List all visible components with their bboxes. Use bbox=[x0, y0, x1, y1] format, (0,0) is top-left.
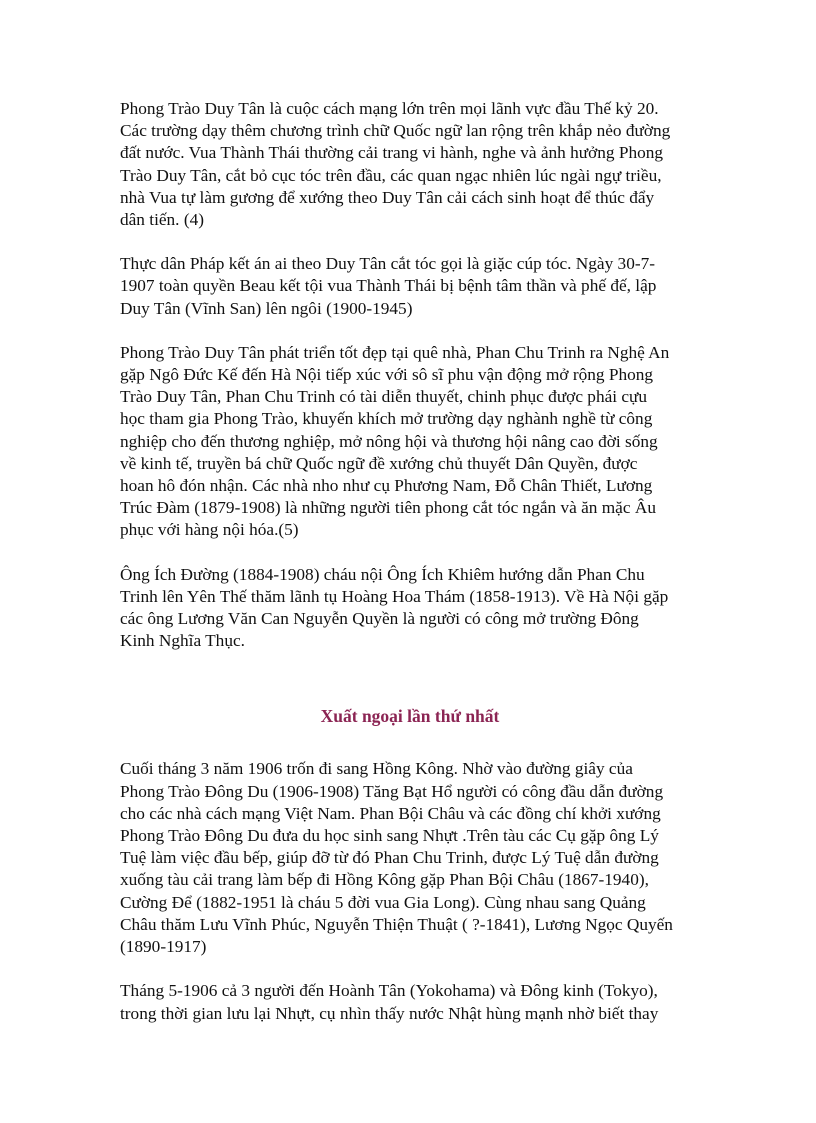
paragraph-ich-duong: Ông Ích Đường (1884-1908) cháu nội Ông Ích Khiêm hướng dẫn Phan Chu Trinh lên Yên Thế thăm lãnh tụ Hoàng Hoa Thám (1858-1913). Về Hà Nội gặp các ông Lương Văn Can Nguyễn Quyền là người có công mở trường Đông Kinh Nghĩa Thục. bbox=[120, 564, 669, 651]
paragraph-japan-arrival: Tháng 5-1906 cả 3 người đến Hoành Tân (Yokohama) và Đông kinh (Tokyo), trong thời gian lưu lại Nhựt, cụ nhìn thấy nước Nhật hùng mạnh nhờ biết thay bbox=[120, 981, 659, 1023]
section-heading: Xuất ngoại lần thứ nhất bbox=[320, 706, 500, 727]
document-body bbox=[120, 98, 700, 1047]
paragraph-movement-growth: Phong Trào Duy Tân phát triển tốt đẹp tại quê nhà, Phan Chu Trinh ra Nghệ An gặp Ngô Đức Kế đến Hà Nội tiếp xúc với sô sĩ phu vận động mở rộng Phong Trào Duy Tân, Phan Chu Trinh có tài diễn thuyết, chinh phục được phái cựu học tham gia Phong Trào, khuyến khích mở trường dạy nghành nghề từ công nghiệp cho đến thương nghiệp, mở nông hội và thương hội nâng cao đời sống về kinh tế, truyền bá chữ Quốc ngữ đề xướng chủ thuyết Dân Quyền, được hoan hô đón nhận. Các nhà nho như cụ Phương Nam, Đỗ Chân Thiết, Lương Trúc Đàm (1879-1908) là những người tiên phong cắt tóc ngắn và ăn mặc Âu phục với hàng nội hóa.(5) bbox=[120, 342, 670, 540]
paragraph-duy-tan-movement: Phong Trào Duy Tân là cuộc cách mạng lớn trên mọi lãnh vực đầu Thế kỷ 20. Các trường dạy thêm chương trình chữ Quốc ngữ lan rộng trên khắp nẻo đường đất nước. Vua Thành Thái thường cải trang vi hành, nghe và ảnh hưởng Phong Trào Duy Tân, cắt bỏ cục tóc trên đầu, các quan ngạc nhiên lúc ngài ngự triều, nhà Vua tự làm gương để xướng theo Duy Tân cải cách sinh hoạt để thúc đẩy dân tiến. (4) bbox=[120, 99, 671, 230]
paragraph-hong-kong-escape: Cuối tháng 3 năm 1906 trốn đi sang Hồng Kông. Nhờ vào đường giây của Phong Trào Đông Du (1906-1908) Tăng Bạt Hổ người có công đầu dẫn đường cho các nhà cách mạng Việt Nam. Phan Bội Châu và các đồng chí khởi xướng Phong Trào Đông Du đưa du học sinh sang Nhựt .Trên tàu các Cụ gặp ông Lý Tuệ làm việc đầu bếp, giúp đỡ từ đó Phan Chu Trinh, được Lý Tuệ dẫn đường xuống tàu cải trang làm bếp đi Hồng Kông gặp Phan Bội Châu (1867-1940), Cường Để (1882-1951 là cháu 5 đời vua Gia Long). Cùng nhau sang Quảng Châu thăm Lưu Vĩnh Phúc, Nguyễn Thiện Thuật ( ?-1841), Lương Ngọc Quyến (1890-1917) bbox=[120, 759, 673, 957]
paragraph-french-verdict: Thực dân Pháp kết án ai theo Duy Tân cắt tóc gọi là giặc cúp tóc. Ngày 30-7- 1907 toàn quyền Beau kết tội vua Thành Thái bị bệnh tâm thần và phế đế, lập Duy Tân (Vĩnh San) lên ngôi (1900-1945) bbox=[120, 254, 657, 318]
